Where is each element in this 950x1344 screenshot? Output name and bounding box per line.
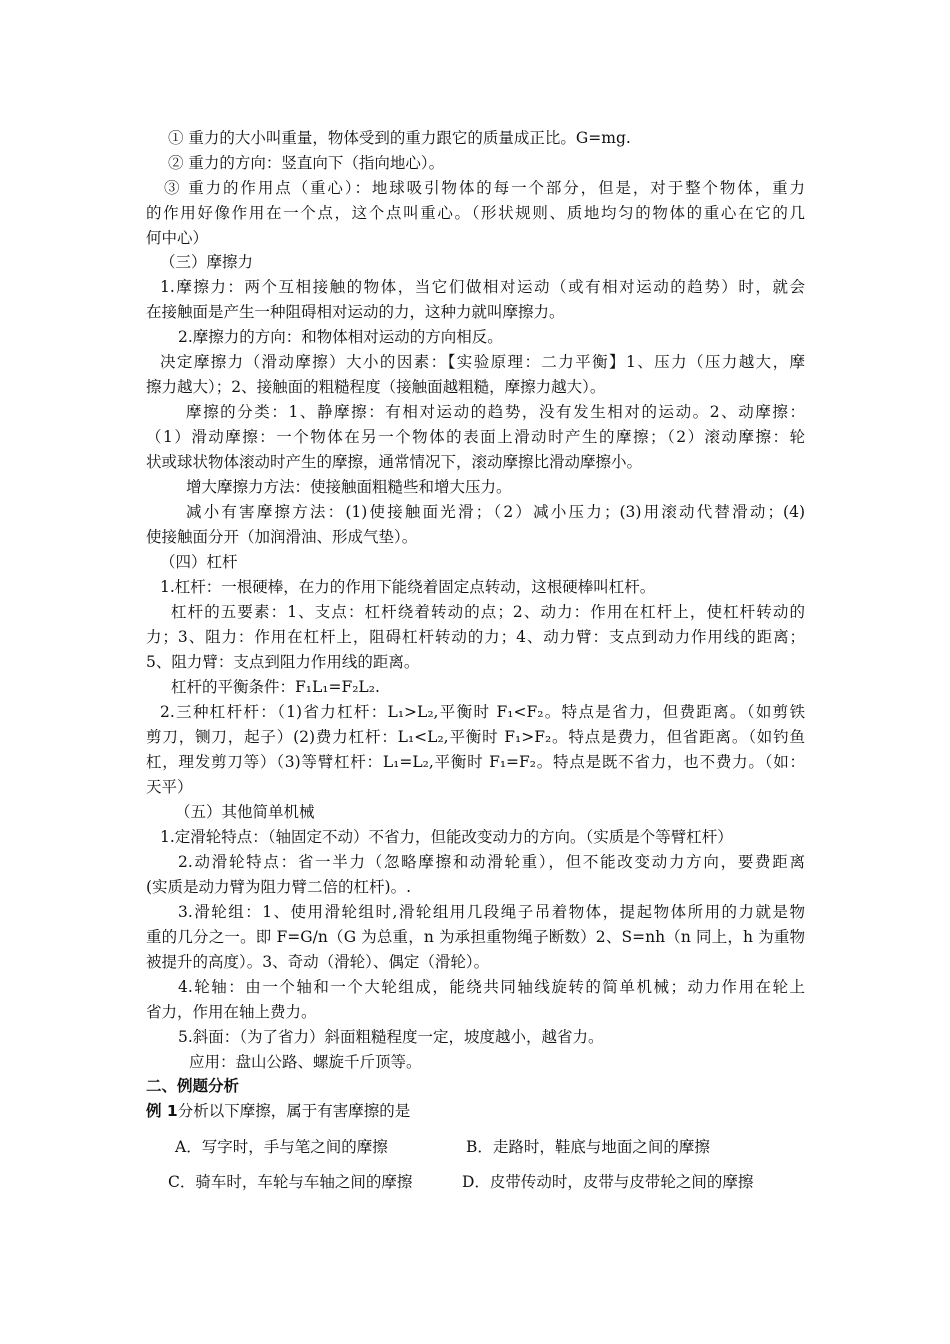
text-line: 剪刀，铡刀，起子）(2)费力杠杆：L₁<L₂,平衡时 F₁>F₂。特点是费力，但省距离。（如钓鱼	[146, 728, 805, 746]
text-line: ③ 重力的作用点（重心）：地球吸引物体的每一个部分，但是，对于整个物体，重力	[164, 179, 805, 197]
text-line: 1.定滑轮特点：（轴固定不动）不省力，但能改变动力的方向。（实质是个等臂杠杆）	[160, 828, 733, 846]
section-heading: （三）摩擦力	[160, 253, 254, 271]
text-line: 1.杠杆：一根硬棒，在力的作用下能绕着固定点转动，这根硬棒叫杠杆。	[160, 578, 656, 596]
text-line: 使接触面分开（加润滑油、形成气垫）。	[146, 528, 418, 546]
text-line: 2.三种杠杆杆：（1)省力杠杆：L₁>L₂,平衡时 F₁<F₂。特点是省力，但费距离。（如剪铁	[160, 703, 805, 721]
text-line: 2.动滑轮特点：省一半力（忽略摩擦和动滑轮重），但不能改变动力方向，要费距离	[178, 853, 805, 871]
section-heading: （四）杠杆	[160, 553, 238, 571]
option-a: A．写字时，手与笔之间的摩擦	[175, 1138, 388, 1156]
text-line: 1.摩擦力：两个互相接触的物体，当它们做相对运动（或有相对运动的趋势）时，就会	[160, 278, 805, 296]
text-line: 减小有害摩擦方法：(1)使接触面光滑；（2）减小压力；(3)用滚动代替滑动；(4)	[186, 503, 805, 521]
text-line: 在接触面是产生一种阻碍相对运动的力，这种力就叫摩擦力。	[146, 303, 565, 321]
example-question-text: 分析以下摩擦，属于有害摩擦的是	[177, 1102, 411, 1120]
text-line: 4.轮轴：由一个轴和一个大轮组成，能绕共同轴线旋转的简单机械；动力作用在轮上	[178, 978, 805, 996]
text-line: 杠杆的平衡条件：F₁L₁=F₂L₂.	[171, 678, 380, 696]
example-question	[146, 1101, 410, 1121]
section-title: 二、例题分析	[146, 1077, 240, 1095]
text-line: 5.斜面：（为了省力）斜面粗糙程度一定，坡度越小，越省力。	[178, 1028, 604, 1046]
text-line: 2.摩擦力的方向：和物体相对运动的方向相反。	[178, 328, 503, 346]
text-line: ① 重力的大小叫重量，物体受到的重力跟它的质量成正比。G=mg.	[168, 129, 631, 147]
text-line: ② 重力的方向：竖直向下（指向地心）。	[168, 154, 445, 172]
text-line: (实质是动力臂为阻力臂二倍的杠杆)。.	[146, 878, 412, 896]
text-line: （1）滑动摩擦：一个物体在另一个物体的表面上滑动时产生的摩擦；（2）滚动摩擦：轮	[146, 428, 805, 446]
text-line: 力；3、阻力：作用在杠杆上，阻碍杠杆转动的力；4、动力臂：支点到动力作用线的距离；	[146, 628, 805, 646]
text-line: 天平）	[146, 778, 193, 796]
text-line: 状或球状物体滚动时产生的摩擦，通常情况下，滚动摩擦比滑动摩擦小。	[146, 453, 643, 471]
text-line: 省力，作用在轴上费力。	[146, 1003, 317, 1021]
text-line: 被提升的高度）。3、奇动（滑轮）、偶定（滑轮）。	[146, 953, 490, 971]
text-line: 应用：盘山公路、螺旋千斤顶等。	[189, 1053, 422, 1071]
option-b: B．走路时，鞋底与地面之间的摩擦	[466, 1138, 710, 1156]
example-label: 例 1	[146, 1102, 178, 1120]
text-line: 的作用好像作用在一个点，这个点叫重心。（形状规则、质地均匀的物体的重心在它的几	[146, 204, 805, 222]
text-line: 5、阻力臂：支点到阻力作用线的距离。	[146, 653, 420, 671]
text-line: 杠杆的五要素：1、支点：杠杆绕着转动的点；2、动力：作用在杠杆上，使杠杆转动的	[171, 603, 805, 621]
section-heading: （五）其他简单机械	[175, 803, 315, 821]
text-line: 擦力越大）；2、接触面的粗糙程度（接触面越粗糙，摩擦力越大）。	[146, 378, 606, 396]
text-line: 3.滑轮组：1、使用滑轮组时,滑轮组用几段绳子吊着物体，提起物体所用的力就是物	[178, 903, 805, 921]
text-line: 重的几分之一。即 F=G/n（G 为总重，n 为承担重物绳子断数）2、S=nh（n 同上，h 为重物	[146, 928, 805, 946]
option-d: D．皮带传动时，皮带与皮带轮之间的摩擦	[462, 1173, 754, 1191]
option-c: C．骑车时，车轮与车轴之间的摩擦	[168, 1173, 413, 1191]
text-line: 决定摩擦力（滑动摩擦）大小的因素：【实验原理：二力平衡】1、压力（压力越大，摩	[160, 353, 805, 371]
text-line: 何中心）	[146, 229, 209, 247]
text-line: 增大摩擦力方法：使接触面粗糙些和增大压力。	[186, 478, 512, 496]
text-line: 摩擦的分类：1、静摩擦：有相对运动的趋势，没有发生相对的运动。2、动摩擦：	[186, 403, 805, 421]
text-line: 杠，理发剪刀等）（3)等臂杠杆：L₁=L₂,平衡时 F₁=F₂。特点是既不省力，也不费力。（如：	[146, 753, 805, 771]
